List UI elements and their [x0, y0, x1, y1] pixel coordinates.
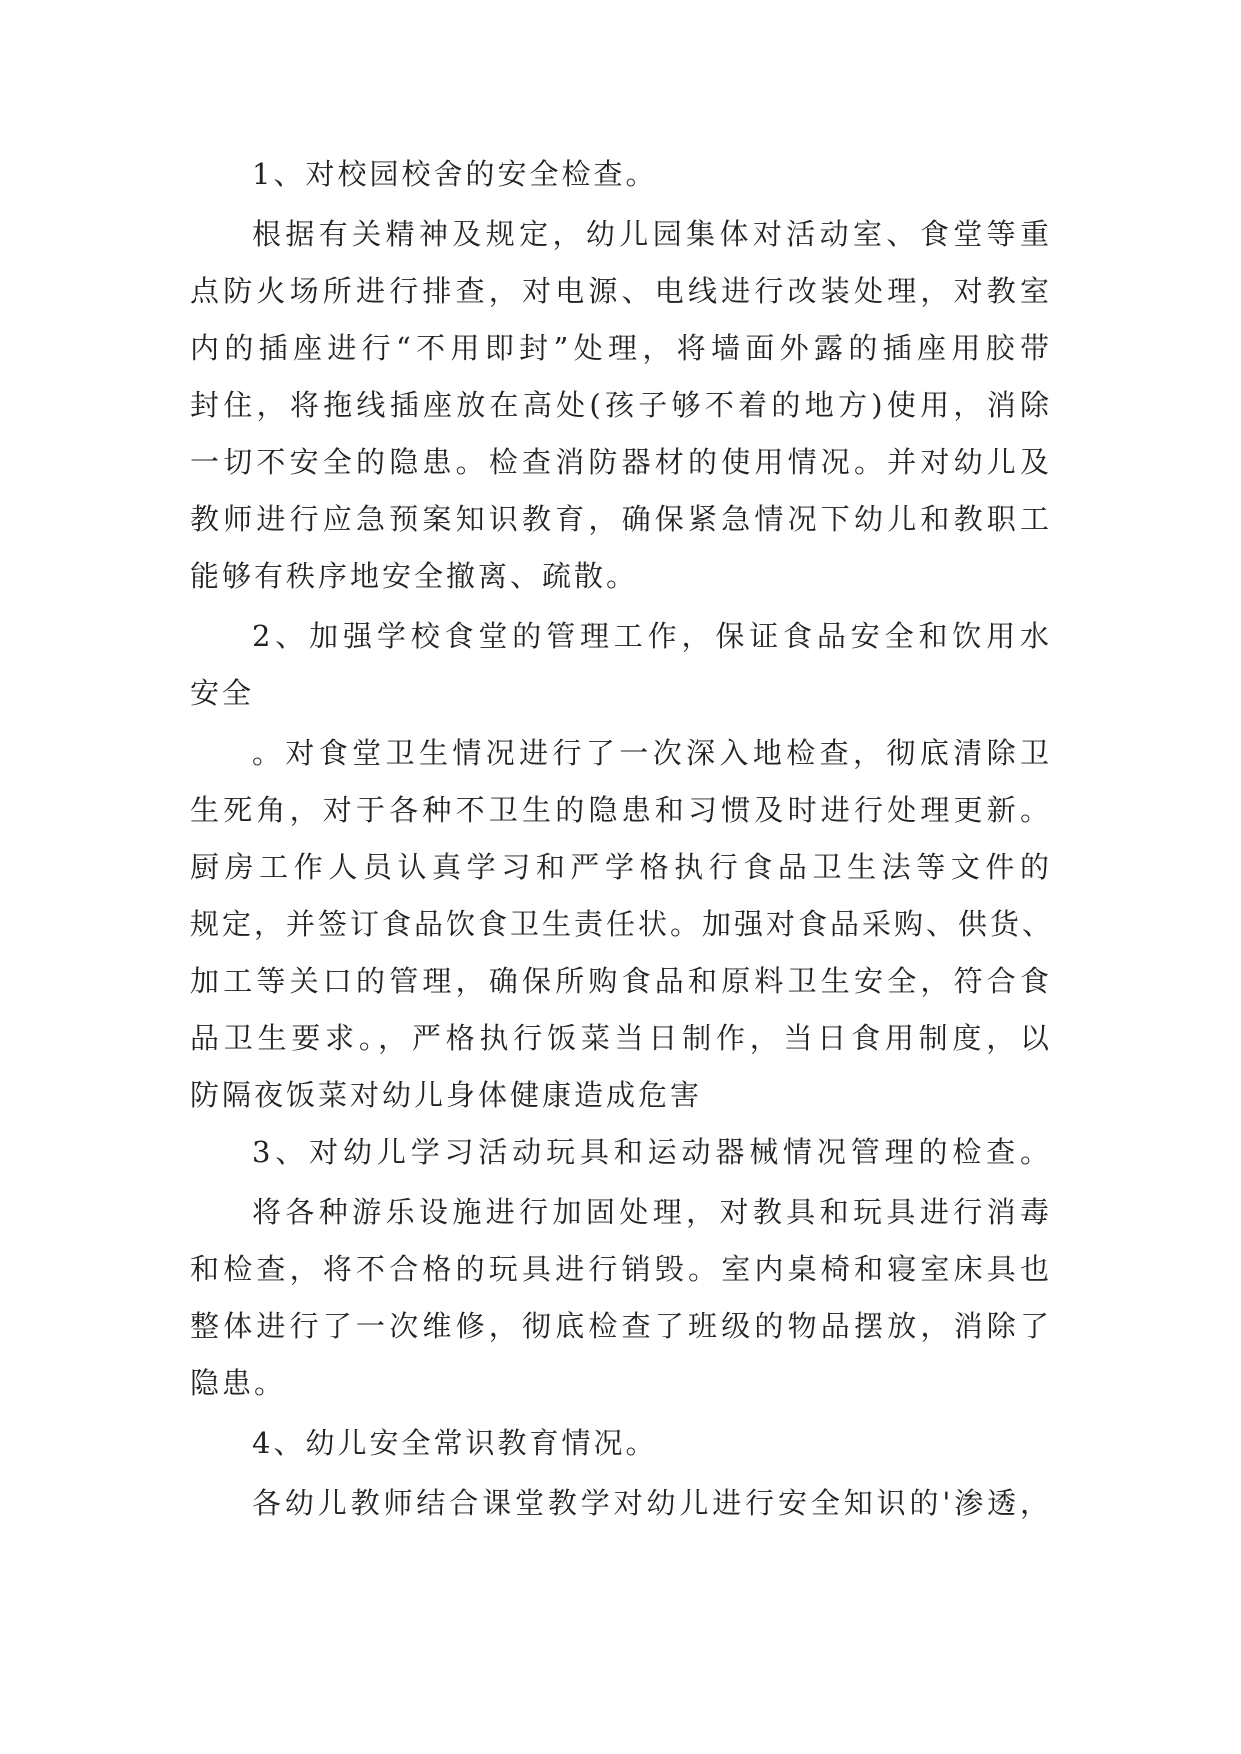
- section-2-heading-end: 安全: [190, 676, 255, 710]
- section-4-heading: 4、幼儿安全常识教育情况。: [252, 1426, 658, 1460]
- paragraph-line: 将各种游乐设施进行加固处理，对教具和玩具进行消毒: [252, 1195, 1052, 1229]
- section-2-heading: 2、加强学校食堂的管理工作，保证食品安全和饮用水: [252, 619, 1052, 653]
- paragraph-line: 内的插座进行“不用即封”处理，将墙面外露的插座用胶带: [190, 331, 1052, 365]
- paragraph-line: 加工等关口的管理，确保所购食品和原料卫生安全，符合食: [190, 964, 1052, 998]
- paragraph-line: 整体进行了一次维修，彻底检查了班级的物品摆放，消除了: [190, 1309, 1052, 1343]
- paragraph-line: 厨房工作人员认真学习和严学格执行食品卫生法等文件的: [190, 850, 1052, 884]
- paragraph-line: 防隔夜饭菜对幼儿身体健康造成危害: [190, 1078, 703, 1112]
- paragraph-line: 点防火场所进行排查，对电源、电线进行改装处理，对教室: [190, 274, 1052, 308]
- paragraph-line: 生死角，对于各种不卫生的隐患和习惯及时进行处理更新。: [190, 793, 1052, 827]
- paragraph-line: 一切不安全的隐患。检查消防器材的使用情况。并对幼儿及: [190, 445, 1052, 479]
- paragraph-line: 和检查，将不合格的玩具进行销毁。室内桌椅和寝室床具也: [190, 1252, 1052, 1286]
- paragraph-line: 规定，并签订食品饮食卫生责任状。加强对食品采购、供货、: [190, 907, 1055, 941]
- section-3-heading: 3、对幼儿学习活动玩具和运动器械情况管理的检查。: [252, 1135, 1052, 1169]
- paragraph-line: 封住，将拖线插座放在高处(孩子够不着的地方)使用，消除: [190, 388, 1052, 422]
- paragraph-line: 。对食堂卫生情况进行了一次深入地检查，彻底清除卫: [252, 736, 1052, 770]
- section-1-heading: 1、对校园校舍的安全检查。: [252, 157, 658, 191]
- paragraph-line: 各幼儿教师结合课堂教学对幼儿进行安全知识的'渗透，: [252, 1486, 1052, 1520]
- paragraph-line: 品卫生要求。，严格执行饭菜当日制作，当日食用制度，以: [190, 1021, 1052, 1055]
- paragraph-line: 根据有关精神及规定，幼儿园集体对活动室、食堂等重: [252, 217, 1052, 251]
- paragraph-line: 能够有秩序地安全撤离、疏散。: [190, 559, 639, 593]
- paragraph-line: 隐患。: [190, 1366, 287, 1400]
- paragraph-line: 教师进行应急预案知识教育，确保紧急情况下幼儿和教职工: [190, 502, 1052, 536]
